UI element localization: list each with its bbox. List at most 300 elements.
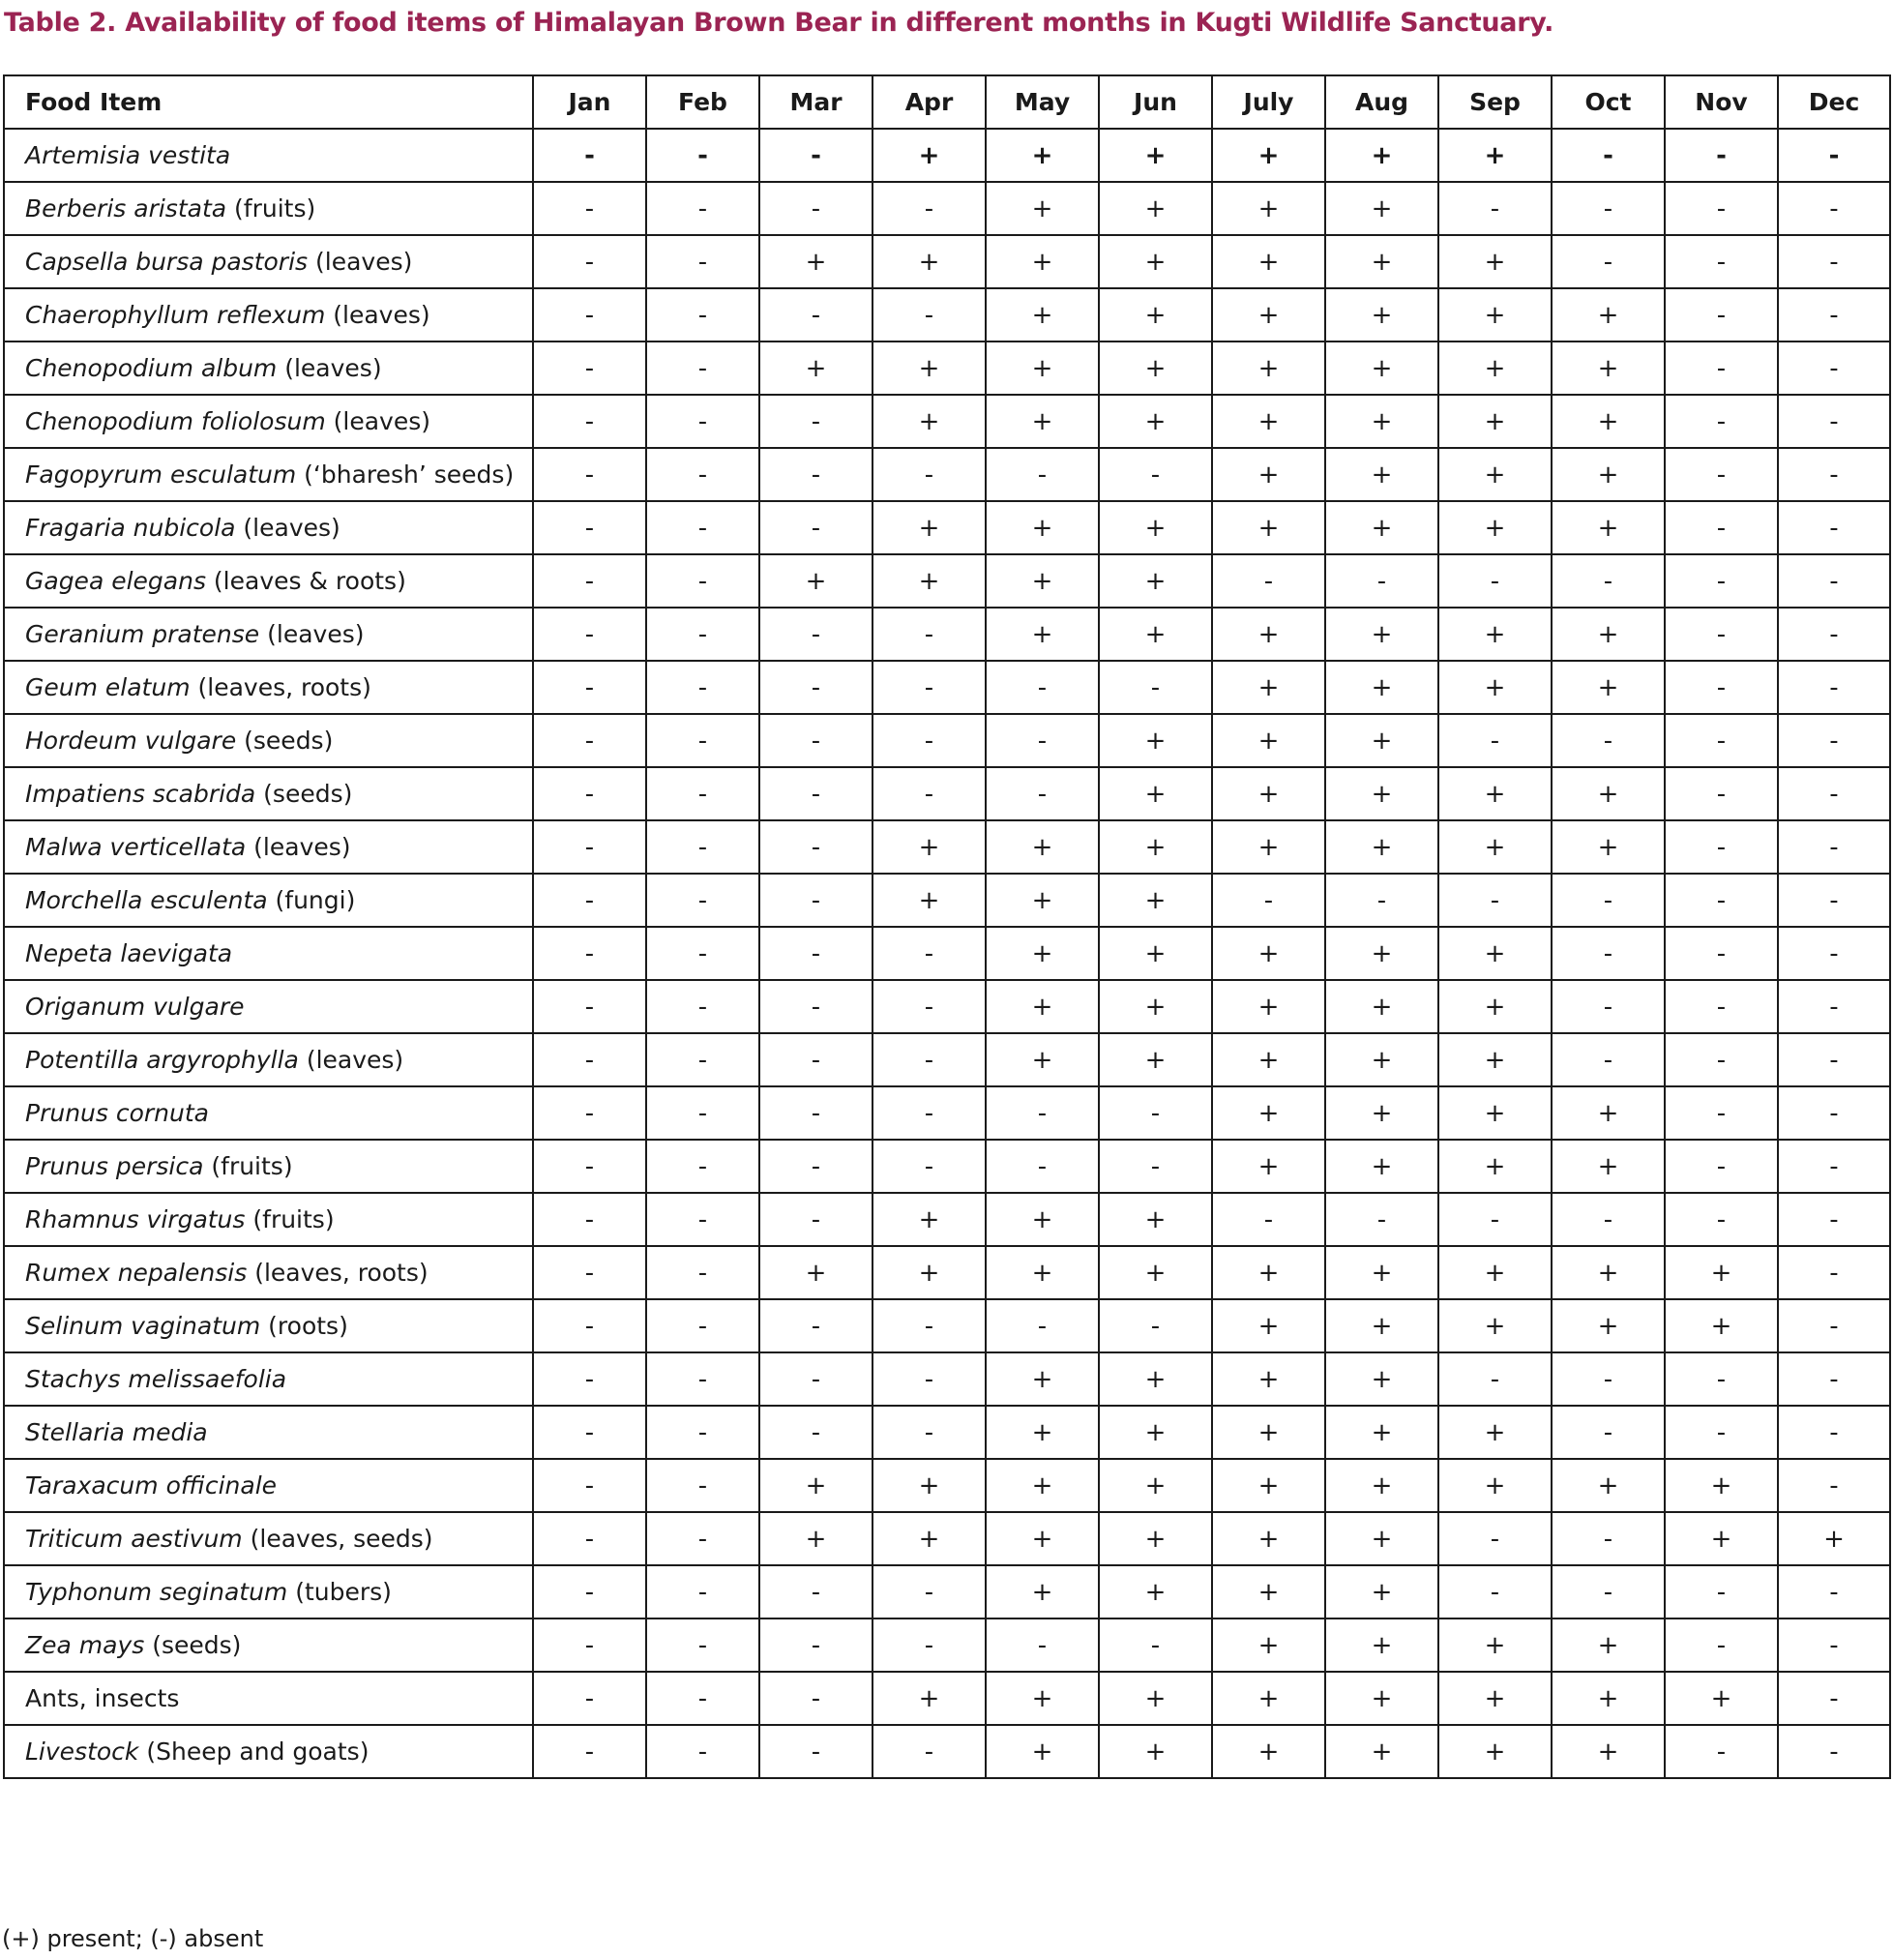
availability-cell: - bbox=[646, 1406, 759, 1459]
availability-cell: - bbox=[646, 980, 759, 1033]
availability-cell: - bbox=[533, 661, 646, 714]
table-row bbox=[4, 1565, 1890, 1618]
availability-cell: + bbox=[986, 1459, 1099, 1512]
column-header-month: Feb bbox=[646, 75, 759, 129]
food-item-cell bbox=[4, 1299, 533, 1352]
availability-cell: - bbox=[759, 288, 873, 342]
availability-cell: - bbox=[1099, 1618, 1212, 1672]
availability-cell: + bbox=[986, 235, 1099, 288]
availability-cell: - bbox=[646, 1512, 759, 1565]
availability-cell: + bbox=[1212, 1246, 1325, 1299]
table-row bbox=[4, 342, 1890, 395]
availability-cell: + bbox=[1099, 1565, 1212, 1618]
item-note: (leaves, roots) bbox=[247, 1259, 429, 1287]
table-row bbox=[4, 1140, 1890, 1193]
availability-cell: - bbox=[1778, 1618, 1890, 1672]
availability-cell: + bbox=[1438, 980, 1552, 1033]
availability-cell: + bbox=[1099, 554, 1212, 608]
availability-cell: + bbox=[1665, 1246, 1778, 1299]
availability-cell: + bbox=[1212, 1406, 1325, 1459]
scientific-name: Zea mays bbox=[25, 1631, 145, 1659]
availability-cell: + bbox=[1099, 1033, 1212, 1086]
availability-cell: + bbox=[1325, 714, 1438, 767]
header-row bbox=[4, 75, 1890, 129]
availability-cell: - bbox=[1665, 288, 1778, 342]
food-item-cell bbox=[4, 395, 533, 448]
availability-cell: + bbox=[1438, 501, 1552, 554]
table-row bbox=[4, 129, 1890, 182]
scientific-name: Stachys melissaefolia bbox=[25, 1365, 287, 1393]
availability-cell: + bbox=[1212, 501, 1325, 554]
availability-cell: - bbox=[1778, 874, 1890, 927]
availability-cell: - bbox=[533, 767, 646, 820]
availability-cell: + bbox=[1438, 448, 1552, 501]
availability-cell: - bbox=[1778, 661, 1890, 714]
table-row bbox=[4, 448, 1890, 501]
availability-cell: - bbox=[759, 1725, 873, 1778]
table-row bbox=[4, 1618, 1890, 1672]
availability-cell: - bbox=[873, 1406, 986, 1459]
availability-cell: - bbox=[1665, 1193, 1778, 1246]
availability-cell: - bbox=[533, 1406, 646, 1459]
availability-cell: - bbox=[533, 1140, 646, 1193]
availability-cell: - bbox=[646, 1565, 759, 1618]
availability-cell: + bbox=[1325, 820, 1438, 874]
availability-cell: + bbox=[1438, 767, 1552, 820]
availability-cell: + bbox=[1212, 1459, 1325, 1512]
availability-cell: + bbox=[1099, 714, 1212, 767]
availability-cell: + bbox=[1099, 1725, 1212, 1778]
availability-cell: - bbox=[873, 1352, 986, 1406]
item-note: (leaves) bbox=[298, 1046, 404, 1074]
availability-cell: + bbox=[873, 1246, 986, 1299]
availability-cell: - bbox=[646, 767, 759, 820]
table-row bbox=[4, 820, 1890, 874]
availability-cell: + bbox=[1099, 235, 1212, 288]
availability-cell: - bbox=[1665, 182, 1778, 235]
availability-cell: - bbox=[1665, 820, 1778, 874]
scientific-name: Prunus persica bbox=[25, 1152, 204, 1180]
availability-cell: - bbox=[1552, 182, 1665, 235]
column-header-month: Dec bbox=[1778, 75, 1890, 129]
availability-cell: - bbox=[533, 342, 646, 395]
table-row bbox=[4, 235, 1890, 288]
food-item-cell bbox=[4, 820, 533, 874]
availability-cell: - bbox=[1778, 1565, 1890, 1618]
availability-cell: - bbox=[1438, 874, 1552, 927]
availability-cell: + bbox=[1325, 1086, 1438, 1140]
availability-cell: - bbox=[646, 182, 759, 235]
availability-cell: - bbox=[759, 1140, 873, 1193]
availability-cell: + bbox=[1099, 1406, 1212, 1459]
availability-cell: + bbox=[986, 1406, 1099, 1459]
availability-cell: + bbox=[1552, 767, 1665, 820]
item-note: (leaves, roots) bbox=[190, 673, 371, 701]
availability-cell: - bbox=[1438, 1193, 1552, 1246]
availability-cell: - bbox=[873, 980, 986, 1033]
availability-cell: + bbox=[1552, 1459, 1665, 1512]
availability-cell: - bbox=[986, 767, 1099, 820]
table-row bbox=[4, 1299, 1890, 1352]
availability-cell: - bbox=[1778, 1140, 1890, 1193]
scientific-name: Artemisia vestita bbox=[25, 141, 231, 169]
availability-cell: - bbox=[1778, 288, 1890, 342]
availability-cell: + bbox=[1212, 714, 1325, 767]
availability-cell: - bbox=[1438, 1565, 1552, 1618]
item-note: (seeds) bbox=[236, 727, 334, 755]
item-note: (leaves) bbox=[325, 301, 430, 329]
availability-cell: - bbox=[646, 820, 759, 874]
availability-cell: + bbox=[1552, 1140, 1665, 1193]
availability-cell: - bbox=[759, 820, 873, 874]
availability-cell: + bbox=[1325, 1565, 1438, 1618]
availability-cell: - bbox=[759, 1672, 873, 1725]
table-row bbox=[4, 1459, 1890, 1512]
item-note: (roots) bbox=[260, 1312, 348, 1340]
table-row bbox=[4, 1033, 1890, 1086]
availability-cell: + bbox=[1552, 448, 1665, 501]
availability-cell: - bbox=[986, 1299, 1099, 1352]
availability-cell: - bbox=[1099, 1086, 1212, 1140]
availability-cell: - bbox=[646, 714, 759, 767]
availability-cell: - bbox=[873, 288, 986, 342]
availability-cell: + bbox=[873, 820, 986, 874]
availability-cell: - bbox=[646, 661, 759, 714]
availability-cell: + bbox=[986, 1725, 1099, 1778]
availability-cell: - bbox=[1552, 980, 1665, 1033]
availability-cell: + bbox=[1099, 288, 1212, 342]
availability-cell: + bbox=[1438, 395, 1552, 448]
availability-cell: + bbox=[1325, 182, 1438, 235]
availability-cell: - bbox=[533, 1299, 646, 1352]
food-item-cell bbox=[4, 235, 533, 288]
scientific-name: Rhamnus virgatus bbox=[25, 1205, 246, 1233]
item-note: (leaves, seeds) bbox=[242, 1525, 433, 1553]
food-item-cell bbox=[4, 1193, 533, 1246]
availability-cell: - bbox=[1778, 448, 1890, 501]
availability-cell: + bbox=[1438, 1246, 1552, 1299]
availability-cell: - bbox=[1665, 980, 1778, 1033]
availability-cell: + bbox=[1552, 1672, 1665, 1725]
availability-cell: - bbox=[873, 1299, 986, 1352]
availability-cell: - bbox=[646, 448, 759, 501]
availability-cell: - bbox=[1665, 608, 1778, 661]
availability-cell: - bbox=[646, 288, 759, 342]
availability-cell: + bbox=[1099, 1193, 1212, 1246]
availability-cell: + bbox=[873, 342, 986, 395]
availability-cell: + bbox=[1438, 1140, 1552, 1193]
availability-cell: + bbox=[986, 288, 1099, 342]
availability-cell: - bbox=[873, 767, 986, 820]
availability-cell: + bbox=[1212, 1725, 1325, 1778]
availability-cell: + bbox=[986, 874, 1099, 927]
availability-cell: + bbox=[1438, 235, 1552, 288]
availability-cell: - bbox=[759, 1565, 873, 1618]
availability-cell: + bbox=[759, 235, 873, 288]
table-row bbox=[4, 395, 1890, 448]
availability-cell: - bbox=[1325, 1193, 1438, 1246]
availability-cell: + bbox=[1099, 767, 1212, 820]
food-item-cell bbox=[4, 1352, 533, 1406]
availability-cell: - bbox=[986, 661, 1099, 714]
availability-cell: - bbox=[1665, 1565, 1778, 1618]
availability-cell: - bbox=[873, 448, 986, 501]
table-row bbox=[4, 980, 1890, 1033]
availability-cell: + bbox=[1325, 235, 1438, 288]
availability-cell: - bbox=[646, 501, 759, 554]
availability-cell: - bbox=[1778, 182, 1890, 235]
availability-cell: - bbox=[1099, 448, 1212, 501]
item-note: (fungi) bbox=[267, 886, 356, 914]
availability-cell: - bbox=[873, 1140, 986, 1193]
scientific-name: Berberis aristata bbox=[25, 194, 227, 223]
food-item-cell bbox=[4, 927, 533, 980]
availability-cell: - bbox=[759, 874, 873, 927]
availability-cell: - bbox=[1778, 395, 1890, 448]
availability-cell: + bbox=[986, 501, 1099, 554]
availability-cell: + bbox=[1552, 1299, 1665, 1352]
availability-cell: + bbox=[1099, 608, 1212, 661]
availability-cell: + bbox=[1552, 395, 1665, 448]
column-header-month: Jan bbox=[533, 75, 646, 129]
availability-cell: + bbox=[873, 874, 986, 927]
item-note: (leaves) bbox=[235, 514, 340, 542]
availability-cell: - bbox=[1665, 661, 1778, 714]
availability-cell: - bbox=[759, 608, 873, 661]
item-note: (leaves) bbox=[246, 833, 351, 861]
availability-cell: + bbox=[1212, 608, 1325, 661]
availability-cell: - bbox=[646, 608, 759, 661]
availability-cell: + bbox=[1212, 1618, 1325, 1672]
availability-cell: + bbox=[1325, 1352, 1438, 1406]
scientific-name: Potentilla argyrophylla bbox=[25, 1046, 299, 1074]
column-header-month: Nov bbox=[1665, 75, 1778, 129]
table-row bbox=[4, 288, 1890, 342]
availability-cell: - bbox=[533, 608, 646, 661]
item-note: (leaves) bbox=[277, 354, 382, 382]
table-row bbox=[4, 1352, 1890, 1406]
availability-cell: - bbox=[873, 1033, 986, 1086]
availability-cell: - bbox=[1778, 235, 1890, 288]
availability-cell: + bbox=[1099, 342, 1212, 395]
scientific-name: Fagopyrum esculatum bbox=[25, 460, 297, 489]
food-item-cell bbox=[4, 554, 533, 608]
availability-cell: - bbox=[1552, 927, 1665, 980]
food-item-cell bbox=[4, 1618, 533, 1672]
item-note: (fruits) bbox=[245, 1205, 335, 1233]
availability-cell: - bbox=[1778, 1725, 1890, 1778]
availability-cell: - bbox=[873, 714, 986, 767]
availability-cell: + bbox=[1552, 1618, 1665, 1672]
availability-cell: + bbox=[1552, 342, 1665, 395]
availability-cell: + bbox=[1325, 342, 1438, 395]
availability-cell: + bbox=[1099, 874, 1212, 927]
availability-cell: - bbox=[1778, 820, 1890, 874]
scientific-name: Rumex nepalensis bbox=[25, 1259, 248, 1287]
availability-cell: - bbox=[1778, 1193, 1890, 1246]
availability-cell: - bbox=[759, 448, 873, 501]
availability-cell: + bbox=[1325, 1459, 1438, 1512]
scientific-name: Gagea elegans bbox=[25, 567, 206, 595]
table-row bbox=[4, 1672, 1890, 1725]
availability-cell: - bbox=[1665, 1725, 1778, 1778]
availability-cell: - bbox=[533, 288, 646, 342]
food-item-cell bbox=[4, 874, 533, 927]
availability-cell: + bbox=[1212, 820, 1325, 874]
availability-cell: + bbox=[873, 235, 986, 288]
availability-cell: - bbox=[646, 1193, 759, 1246]
availability-cell: - bbox=[1665, 1033, 1778, 1086]
availability-cell: - bbox=[646, 927, 759, 980]
food-item-cell bbox=[4, 1033, 533, 1086]
availability-cell: - bbox=[1778, 1033, 1890, 1086]
availability-cell: - bbox=[1778, 342, 1890, 395]
table-row bbox=[4, 1406, 1890, 1459]
availability-cell: + bbox=[1325, 501, 1438, 554]
availability-cell: - bbox=[1778, 554, 1890, 608]
availability-cell: - bbox=[1552, 554, 1665, 608]
availability-cell: - bbox=[533, 129, 646, 182]
availability-cell: + bbox=[1212, 661, 1325, 714]
item-note: (leaves) bbox=[308, 248, 413, 276]
availability-cell: + bbox=[1438, 820, 1552, 874]
availability-cell: + bbox=[1099, 980, 1212, 1033]
column-header-month: Oct bbox=[1552, 75, 1665, 129]
availability-cell: - bbox=[759, 395, 873, 448]
availability-cell: - bbox=[1778, 1299, 1890, 1352]
availability-cell: + bbox=[1438, 1086, 1552, 1140]
availability-cell: + bbox=[986, 395, 1099, 448]
availability-cell: + bbox=[1099, 927, 1212, 980]
availability-cell: - bbox=[1778, 1086, 1890, 1140]
availability-cell: - bbox=[1665, 1086, 1778, 1140]
availability-cell: + bbox=[1212, 235, 1325, 288]
availability-cell: - bbox=[1665, 1352, 1778, 1406]
availability-cell: + bbox=[873, 129, 986, 182]
availability-cell: + bbox=[1325, 448, 1438, 501]
availability-cell: - bbox=[986, 1618, 1099, 1672]
availability-cell: - bbox=[533, 501, 646, 554]
food-item-cell bbox=[4, 767, 533, 820]
availability-cell: - bbox=[1778, 1459, 1890, 1512]
availability-cell: - bbox=[1438, 1352, 1552, 1406]
table-row bbox=[4, 608, 1890, 661]
scientific-name: Malwa verticellata bbox=[25, 833, 247, 861]
availability-cell: - bbox=[646, 235, 759, 288]
table-row bbox=[4, 661, 1890, 714]
table-row bbox=[4, 927, 1890, 980]
availability-cell: - bbox=[533, 1033, 646, 1086]
availability-cell: - bbox=[759, 1352, 873, 1406]
availability-cell: - bbox=[533, 1352, 646, 1406]
availability-cell: + bbox=[1438, 1459, 1552, 1512]
table-row bbox=[4, 1193, 1890, 1246]
column-header-month: Jun bbox=[1099, 75, 1212, 129]
availability-cell: - bbox=[1212, 554, 1325, 608]
availability-cell: + bbox=[1665, 1299, 1778, 1352]
availability-cell: - bbox=[873, 1725, 986, 1778]
availability-cell: - bbox=[759, 1406, 873, 1459]
availability-cell: + bbox=[1212, 1672, 1325, 1725]
food-item-cell bbox=[4, 288, 533, 342]
availability-cell: + bbox=[1212, 342, 1325, 395]
table-row bbox=[4, 1086, 1890, 1140]
availability-cell: - bbox=[759, 714, 873, 767]
scientific-name: Geranium pratense bbox=[25, 620, 260, 648]
availability-cell: - bbox=[1665, 714, 1778, 767]
availability-cell: + bbox=[1212, 129, 1325, 182]
availability-cell: + bbox=[1325, 129, 1438, 182]
availability-cell: - bbox=[533, 235, 646, 288]
availability-cell: + bbox=[873, 554, 986, 608]
column-header-food-item: Food Item bbox=[4, 75, 533, 129]
availability-cell: - bbox=[873, 1618, 986, 1672]
item-note: (seeds) bbox=[144, 1631, 242, 1659]
availability-cell: + bbox=[1099, 395, 1212, 448]
availability-cell: + bbox=[1212, 1512, 1325, 1565]
table-row bbox=[4, 1246, 1890, 1299]
availability-cell: - bbox=[646, 1459, 759, 1512]
availability-cell: - bbox=[533, 182, 646, 235]
scientific-name: Typhonum seginatum bbox=[25, 1578, 288, 1606]
table-caption: Table 2. Availability of food items of Himalayan Brown Bear in different months in Kugti Wildlife Sanctuary. bbox=[4, 8, 1554, 38]
availability-cell: - bbox=[759, 1299, 873, 1352]
availability-cell: + bbox=[1325, 1672, 1438, 1725]
scientific-name: Hordeum vulgare bbox=[25, 727, 237, 755]
availability-cell: - bbox=[533, 1459, 646, 1512]
table-row bbox=[4, 714, 1890, 767]
availability-cell: - bbox=[533, 554, 646, 608]
availability-cell: + bbox=[1438, 1033, 1552, 1086]
availability-cell: - bbox=[646, 395, 759, 448]
availability-cell: + bbox=[1552, 608, 1665, 661]
availability-cell: - bbox=[533, 448, 646, 501]
availability-cell: - bbox=[646, 1299, 759, 1352]
availability-cell: + bbox=[986, 1512, 1099, 1565]
availability-cell: - bbox=[1665, 1140, 1778, 1193]
availability-cell: - bbox=[1665, 554, 1778, 608]
availability-cell: - bbox=[1212, 874, 1325, 927]
availability-cell: - bbox=[1665, 235, 1778, 288]
availability-cell: + bbox=[986, 129, 1099, 182]
food-item-cell bbox=[4, 1140, 533, 1193]
food-item-cell bbox=[4, 1725, 533, 1778]
availability-cell: + bbox=[1212, 1299, 1325, 1352]
availability-cell: - bbox=[1665, 1618, 1778, 1672]
availability-cell: + bbox=[1099, 182, 1212, 235]
item-note: (fruits) bbox=[226, 194, 316, 223]
availability-cell: - bbox=[533, 714, 646, 767]
scientific-name: Capsella bursa pastoris bbox=[25, 248, 309, 276]
availability-cell: - bbox=[1325, 554, 1438, 608]
availability-cell: + bbox=[759, 1246, 873, 1299]
availability-cell: - bbox=[1778, 608, 1890, 661]
availability-cell: + bbox=[986, 554, 1099, 608]
item-note: (seeds) bbox=[255, 780, 353, 808]
availability-cell: - bbox=[646, 342, 759, 395]
availability-cell: - bbox=[646, 554, 759, 608]
availability-cell: - bbox=[646, 1672, 759, 1725]
availability-cell: + bbox=[1212, 288, 1325, 342]
availability-cell: - bbox=[986, 1086, 1099, 1140]
column-header-month: Apr bbox=[873, 75, 986, 129]
availability-cell: - bbox=[646, 1725, 759, 1778]
availability-cell: + bbox=[1552, 1725, 1665, 1778]
scientific-name: Impatiens scabrida bbox=[25, 780, 256, 808]
availability-cell: + bbox=[1212, 182, 1325, 235]
availability-cell: + bbox=[1099, 129, 1212, 182]
table-row bbox=[4, 1512, 1890, 1565]
